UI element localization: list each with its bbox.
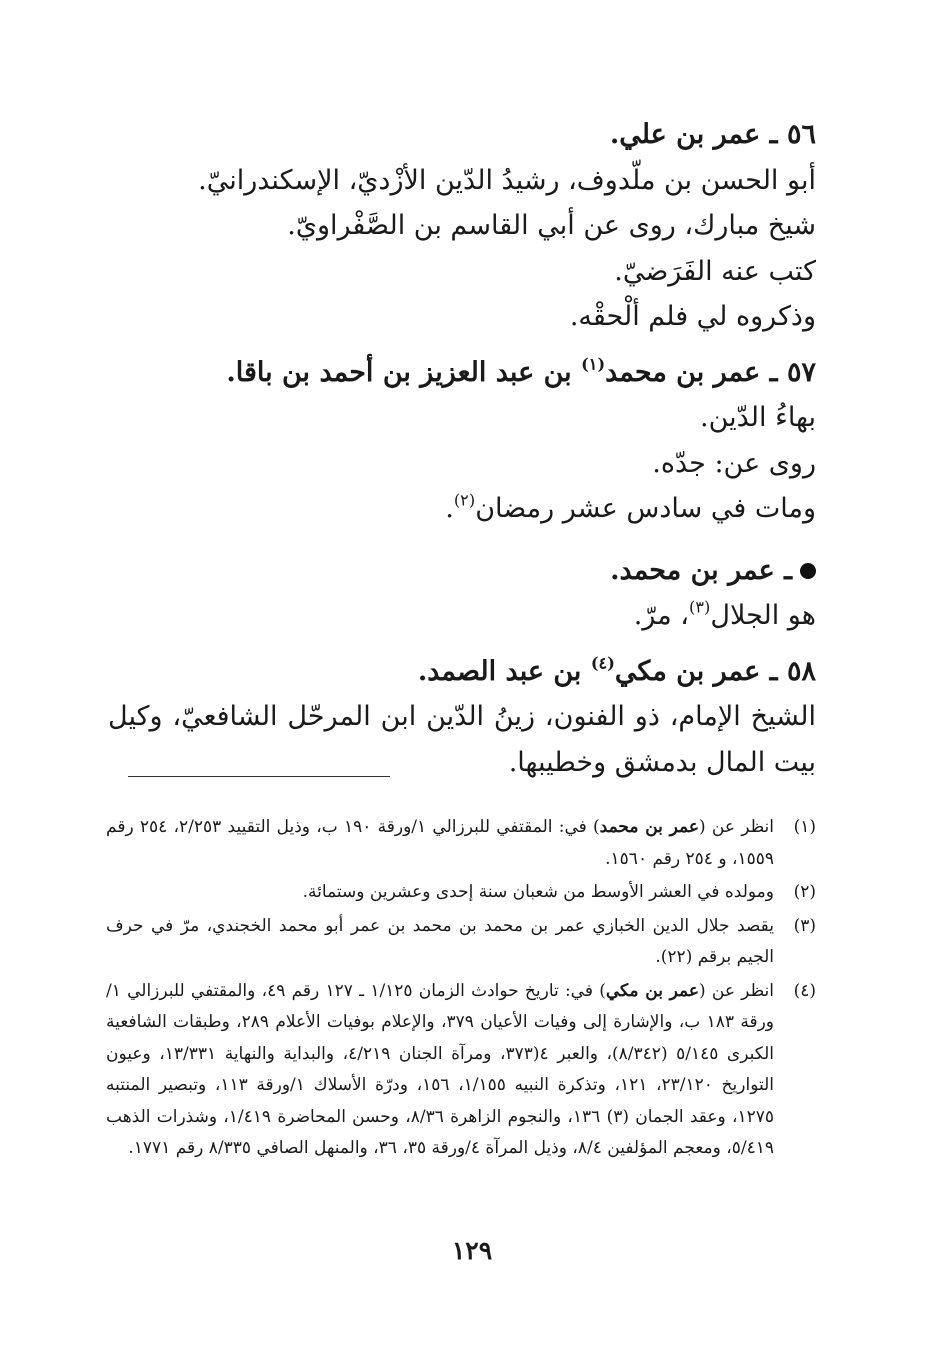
entry-56-title: ٥٦ ـ عمر بن علي. xyxy=(609,119,816,150)
footnote-number: (٣) xyxy=(793,915,816,936)
entry-58-title-a: ٥٨ ـ عمر بن مكي xyxy=(614,655,816,687)
footnote-divider xyxy=(128,776,390,777)
entry-58-text: الشيخ الإمام، ذو الفنون، زينُ الدّين ابن المرحّل الشافعيّ، وكيل بيت المال بدمشق وخطيبها. xyxy=(108,701,816,778)
cross-ref-title-text: ـ عمر بن محمد. xyxy=(610,554,792,586)
entry-57-line-3-a: ومات في سادس عشر رمضان xyxy=(475,493,816,524)
footnote-ref-2: (٢) xyxy=(453,490,476,510)
footnote-text: ومولده في العشر الأوسط من شعبان سنة إحدى وعشرين وستمائة. xyxy=(302,882,774,902)
entry-57-title-b: بن عبد العزيز بن أحمد بن باقا. xyxy=(226,356,582,388)
footnote-number: (١) xyxy=(793,817,816,837)
footnote-2 xyxy=(106,877,816,909)
entry-57-line-3-b: . xyxy=(445,493,454,524)
footnote-text-post: ) في: تاريخ حوادث الزمان ١/١٢٥ ـ ١٢٧ رقم ٤٩، والمقتفي للبرزالي ١/ورقة ١٨٣ ب، والإشارة إلى وفيات الأعيان ٣٧٩، والإعلام بوفيات الأعلام ٢٨٩، وطبقات الشافعية الكبرى ٥/١٤٥ (٨/٣٤٢)، والعبر ٤(٣٧٣، ومرآة الجنان ٤/٢١٩، والبداية والنهاية ١٣/٣٣١، وعيون التواريخ ٢٣/١٢٠، ١٢١، وتذكرة النبيه ١/١٥٥، ١٥٦، ودرّة الأسلاك ١/ورقة ١١٣، وتبصير المنتبه ١٢٧٥، وعقد الجمان (٣) ١٣٦، والنجوم الزاهرة ٨/٣٦، وحسن المحاضرة ١/٤١٩، وشذرات الذهب ٥/٤١٩، ومعجم المؤلفين ٨/٤، وذيل المرآة ٤/ورقة ٣٥، ٣٦، والمنهل الصافي ٨/٣٣٥ رقم ١٧٧١. xyxy=(106,980,775,1158)
footnote-text-bold: عمر بن محمد xyxy=(599,817,700,837)
footnote-text-bold: عمر بن مكي xyxy=(605,980,700,1001)
entry-57-line-3 xyxy=(108,486,816,532)
footnote-number: (٢) xyxy=(793,882,816,902)
footnotes xyxy=(106,812,816,1167)
entry-58-title xyxy=(108,649,816,695)
entry-58-title-b: بن عبد الصمد. xyxy=(417,655,591,687)
footnote-4 xyxy=(106,976,816,1165)
footnote-text: يقصد جلال الدين الخبازي عمر بن محمد بن محمد بن عمر أبو محمد الخجندي، مرّ في حرف الجيم برقم (٢٢). xyxy=(106,915,774,967)
footnote-ref-3: (٣) xyxy=(688,597,711,617)
footnote-text xyxy=(106,812,774,875)
footnote-text-pre: انظر عن ( xyxy=(699,817,774,837)
cross-ref-line-a: هو الجلال xyxy=(710,600,816,631)
entry-57-line-2: روى عن: جدّه. xyxy=(652,447,816,479)
entry-57-line-1: بهاءُ الدّين. xyxy=(699,402,816,433)
footnote-ref-4: (٤) xyxy=(590,653,615,673)
main-text xyxy=(108,112,816,785)
footnote-3 xyxy=(106,911,816,974)
cross-ref-title xyxy=(108,548,816,594)
entry-56-line-2: شيخ مبارك، روى عن أبي القاسم بن الصَّفْراويّ. xyxy=(287,210,816,241)
footnote-text xyxy=(106,976,774,1165)
entry-57-title xyxy=(108,350,816,396)
entry-56-line-3: كتب عنه الفَرَضيّ. xyxy=(614,255,816,287)
footnote-text-post: ) في: المقتفي للبرزالي ١/ورقة ١٩٠ ب، وذيل التقييد ٢/٢٥٣، ٢٥٤ رقم ١٥٥٩، و ٢٥٤ رقم ١٥٦٠. xyxy=(106,817,774,869)
cross-ref-line-b: ، مرّ. xyxy=(633,600,689,631)
bullet-icon xyxy=(800,563,816,579)
entry-56-line-4: وذكروه لي فلم ألْحقْه. xyxy=(569,301,816,332)
cross-ref-line xyxy=(108,593,816,639)
footnote-ref-1: (١) xyxy=(581,354,606,374)
footnote-1 xyxy=(106,812,816,875)
footnote-text-pre: انظر عن ( xyxy=(699,980,774,1001)
footnote-number: (٤) xyxy=(793,980,816,1001)
page-number: ١٢٩ xyxy=(451,1236,493,1265)
entry-56-line-1: أبو الحسن بن ملّدوف، رشيدُ الدّين الأزْديّ، الإسكندرانيّ. xyxy=(198,164,816,196)
entry-57-title-a: ٥٧ ـ عمر بن محمد xyxy=(605,356,816,388)
